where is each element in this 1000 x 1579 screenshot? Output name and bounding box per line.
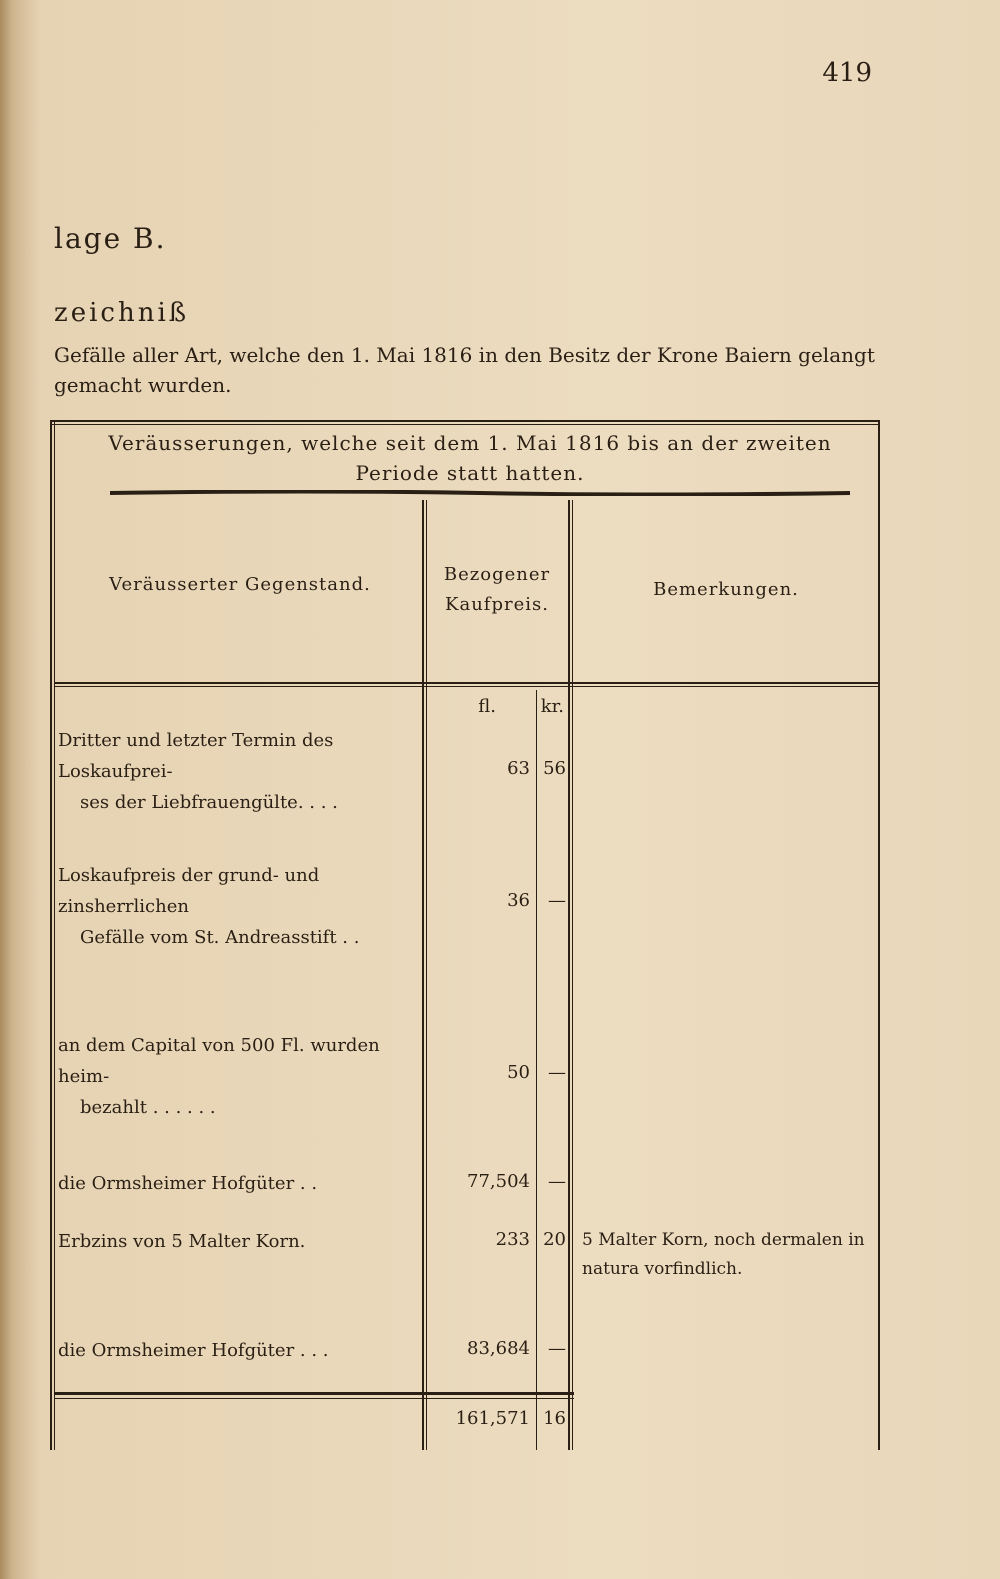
page-number: 419: [822, 58, 872, 88]
row-price-fl: 77,504: [467, 1171, 530, 1192]
table-row: Loskaufpreis der grund- und zinsherrlichen Gefälle vom St. Andreasstift . .: [58, 865, 360, 948]
row-price-kr: —: [548, 1171, 566, 1192]
row-price-fl: 63: [507, 758, 530, 779]
row-price-fl: 233: [495, 1229, 530, 1250]
table-row: an dem Capital von 500 Fl. wurden heim- bezahlt . . . . . .: [58, 1035, 380, 1118]
header-object: Veräusserter Gegenstand.: [109, 574, 371, 595]
page-subheading: zeichniß: [54, 298, 190, 328]
header-price: Bezogener Kaufpreis.: [443, 564, 551, 615]
row-price-kr: 20: [543, 1229, 566, 1250]
row-price-kr: —: [548, 1338, 566, 1359]
row-price-kr: 56: [543, 758, 566, 779]
row-price-fl: 50: [507, 1062, 530, 1083]
row-price-kr: —: [548, 1062, 566, 1083]
header-remarks: Bemerkungen.: [653, 579, 799, 600]
row-price-kr: —: [548, 890, 566, 911]
table-row: Erbzins von 5 Malter Korn.: [58, 1231, 306, 1252]
table-row: die Ormsheimer Hofgüter . . .: [58, 1340, 329, 1361]
table-title: Veräusserungen, welche seit dem 1. Mai 1816 bis an der zweiten Periode statt hatten.: [108, 431, 832, 485]
row-remark: 5 Malter Korn, noch dermalen in natura vorfindlich.: [582, 1230, 865, 1279]
title-swash-ornament: [110, 490, 850, 496]
unit-kr: kr.: [540, 696, 564, 717]
intro-text: Gefälle aller Art, welche den 1. Mai 1816 in den Besitz der Krone Baiern gelangt gemacht wurden.: [54, 343, 875, 397]
row-price-fl: 83,684: [467, 1338, 530, 1359]
total-price-kr: 16: [543, 1408, 566, 1429]
page-heading: lage B.: [54, 222, 167, 255]
table-row: Dritter und letzter Termin des Loskaufprei- ses der Liebfrauengülte. . . .: [58, 730, 338, 813]
row-price-fl: 36: [507, 890, 530, 911]
table-row: die Ormsheimer Hofgüter . .: [58, 1173, 318, 1194]
sales-table: [50, 420, 880, 1450]
unit-fl: fl.: [478, 696, 496, 717]
total-price-fl: 161,571: [455, 1408, 530, 1429]
